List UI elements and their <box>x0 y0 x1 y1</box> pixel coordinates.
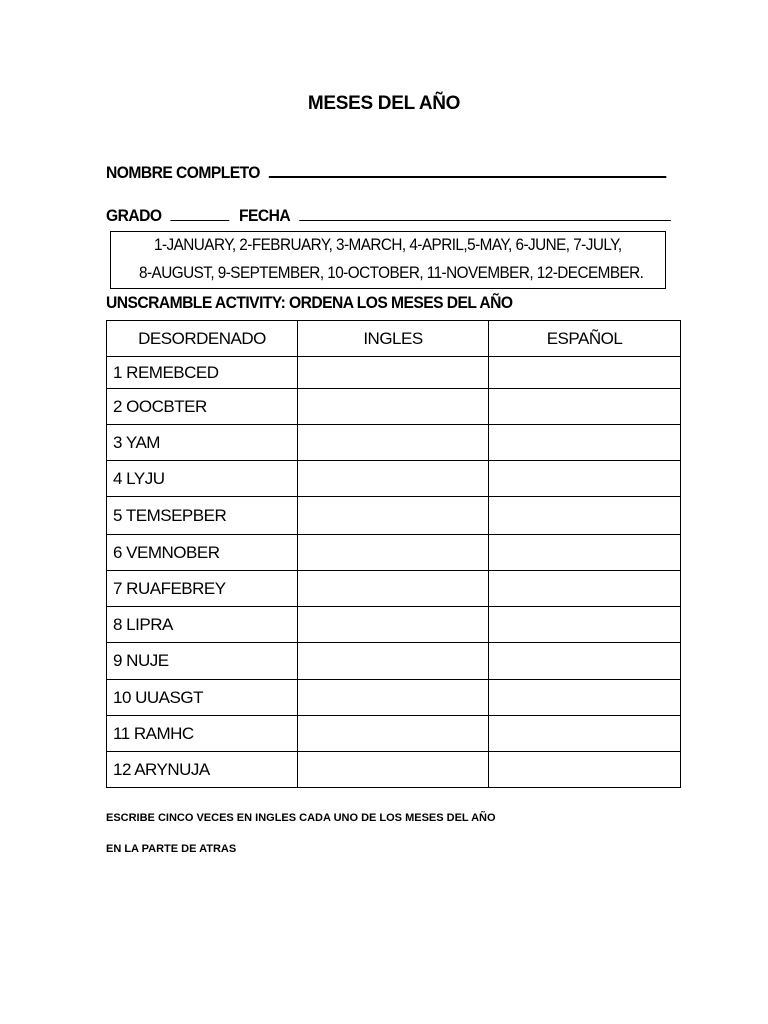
header-ingles: INGLES <box>298 321 489 357</box>
ingles-answer-cell[interactable] <box>298 425 489 461</box>
months-line-1: 1-JANUARY, 2-FEBRUARY, 3-MARCH, 4-APRIL,5-MAY, 6-JUNE, 7-JULY, <box>154 235 622 254</box>
name-blank-line[interactable] <box>269 160 666 178</box>
espanol-answer-cell[interactable] <box>489 497 681 535</box>
table-row <box>107 425 681 461</box>
activity-title: UNSCRAMBLE ACTIVITY: ORDENA LOS MESES DEL AÑO <box>106 293 513 312</box>
instructions-line-2: EN LA PARTE DE ATRAS <box>106 843 237 855</box>
grade-blank-line[interactable] <box>171 206 230 221</box>
table-row <box>107 716 681 752</box>
ingles-answer-cell[interactable] <box>298 535 489 571</box>
table-row <box>107 680 681 716</box>
ingles-answer-cell[interactable] <box>298 643 489 680</box>
scrambled-word: 8 LIPRA <box>107 607 298 643</box>
grade-label: GRADO <box>106 206 162 225</box>
table-row <box>107 357 681 389</box>
espanol-answer-cell[interactable] <box>489 571 681 607</box>
espanol-answer-cell[interactable] <box>489 425 681 461</box>
table-header-row <box>107 321 681 357</box>
instructions-line-1: ESCRIBE CINCO VECES EN INGLES CADA UNO DE LOS MESES DEL AÑO <box>106 812 496 824</box>
name-row <box>106 160 667 183</box>
scrambled-word: 12 ARYNUJA <box>107 752 298 788</box>
page-title: MESES DEL AÑO <box>307 93 461 114</box>
ingles-answer-cell[interactable] <box>298 716 489 752</box>
table-row <box>107 571 681 607</box>
table-row <box>107 752 681 788</box>
ingles-answer-cell[interactable] <box>298 571 489 607</box>
table-row <box>107 643 681 680</box>
table-row <box>107 497 681 535</box>
scrambled-word: 2 OOCBTER <box>107 389 298 425</box>
espanol-answer-cell[interactable] <box>489 357 681 389</box>
date-blank-line[interactable] <box>299 206 671 221</box>
ingles-answer-cell[interactable] <box>298 389 489 425</box>
espanol-answer-cell[interactable] <box>489 643 681 680</box>
scrambled-word: 10 UUASGT <box>107 680 298 716</box>
header-desordenado: DESORDENADO <box>107 321 298 357</box>
header-espanol: ESPAÑOL <box>489 321 681 357</box>
espanol-answer-cell[interactable] <box>489 535 681 571</box>
espanol-answer-cell[interactable] <box>489 680 681 716</box>
table-row <box>107 535 681 571</box>
scrambled-word: 1 REMEBCED <box>107 357 298 389</box>
scrambled-word: 4 LYJU <box>107 461 298 497</box>
table-row <box>107 389 681 425</box>
espanol-answer-cell[interactable] <box>489 461 681 497</box>
espanol-answer-cell[interactable] <box>489 752 681 788</box>
scrambled-word: 11 RAMHC <box>107 716 298 752</box>
months-reference-box <box>110 231 666 289</box>
espanol-answer-cell[interactable] <box>489 607 681 643</box>
ingles-answer-cell[interactable] <box>298 357 489 389</box>
name-label: NOMBRE COMPLETO <box>106 163 260 182</box>
ingles-answer-cell[interactable] <box>298 680 489 716</box>
ingles-answer-cell[interactable] <box>298 607 489 643</box>
espanol-answer-cell[interactable] <box>489 389 681 425</box>
scrambled-word: 5 TEMSEPBER <box>107 497 298 535</box>
scrambled-word: 7 RUAFEBREY <box>107 571 298 607</box>
grade-date-row <box>106 206 671 226</box>
unscramble-table <box>106 320 681 788</box>
ingles-answer-cell[interactable] <box>298 752 489 788</box>
months-line-2: 8-AUGUST, 9-SEPTEMBER, 10-OCTOBER, 11-NOVEMBER, 12-DECEMBER. <box>139 263 644 282</box>
ingles-answer-cell[interactable] <box>298 461 489 497</box>
scrambled-word: 6 VEMNOBER <box>107 535 298 571</box>
scrambled-word: 3 YAM <box>107 425 298 461</box>
date-label: FECHA <box>238 206 290 225</box>
table-row <box>107 461 681 497</box>
table-row <box>107 607 681 643</box>
espanol-answer-cell[interactable] <box>489 716 681 752</box>
ingles-answer-cell[interactable] <box>298 497 489 535</box>
scrambled-word: 9 NUJE <box>107 643 298 680</box>
